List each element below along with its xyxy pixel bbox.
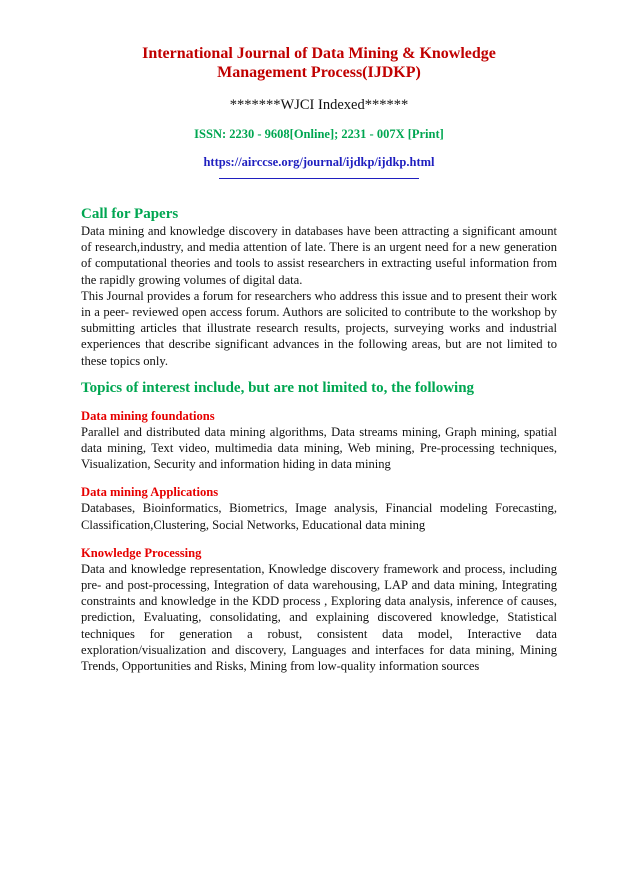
topic-title-applications: Data mining Applications (81, 485, 219, 500)
topic-title-knowledge-processing: Knowledge Processing (81, 545, 202, 560)
journal-title: International Journal of Data Mining & Knowledge Management Process(IJDKP) (142, 45, 496, 81)
topic-text-foundations: Parallel and distributed data mining algorithms, Data streams mining, Graph mining, spatial data mining, Text video, multimedia data mining, Web mining, Pre-processing techniques, Visualization, Security and information hiding in data mining (81, 424, 557, 472)
topic-title-foundations: Data mining foundations (81, 408, 215, 423)
url-underline-rule (219, 178, 419, 179)
document-page (0, 44, 638, 870)
topic-text-knowledge-processing: Data and knowledge representation, Knowledge discovery framework and process, including pre- and post-processing, Integration of data warehousing, LAP and data mining, Integrating constraints and knowledge in the KDD process , Exploring data analysis, inference of causes, prediction, Evaluating, consolidating, and explaining discovered knowledge, Statistical techniques for generation a robust, consistent data model, Interactive data exploration/visualization and discovery, Languages and interfaces for data mining, Mining Trends, Opportunities and Risks, Mining from low-quality information sources (81, 561, 557, 674)
journal-url-link[interactable]: https://airccse.org/journal/ijdkp/ijdkp.html (203, 155, 435, 169)
cfp-paragraph-2: This Journal provides a forum for researchers who address this issue and to present their work in a peer- reviewed open access forum. Authors are solicited to contribute to the workshop by submitting articles that illustrate research results, projects, surveying works and industrial experiences that describe significant advances in the following areas, but are not limited to these topics only. (81, 288, 557, 368)
issn-line: ISSN: 2230 - 9608[Online]; 2231 - 007X [Print] (194, 127, 444, 141)
cfp-paragraph-1: Data mining and knowledge discovery in databases have been attracting a significant amount of research,industry, and media attention of late. There is an urgent need for a new generation of computational theories and tools to assist researchers in extracting useful information from the rapidly growing volumes of digital data. (81, 224, 557, 287)
topics-heading: Topics of interest include, but are not limited to, the following (81, 379, 475, 396)
call-for-papers-heading: Call for Papers (81, 206, 179, 222)
topic-text-applications: Databases, Bioinformatics, Biometrics, Image analysis, Financial modeling Forecasting, Classification,Clustering, Social Networks, Educational data mining (81, 501, 557, 532)
indexed-note: *******WJCI Indexed****** (229, 97, 409, 113)
